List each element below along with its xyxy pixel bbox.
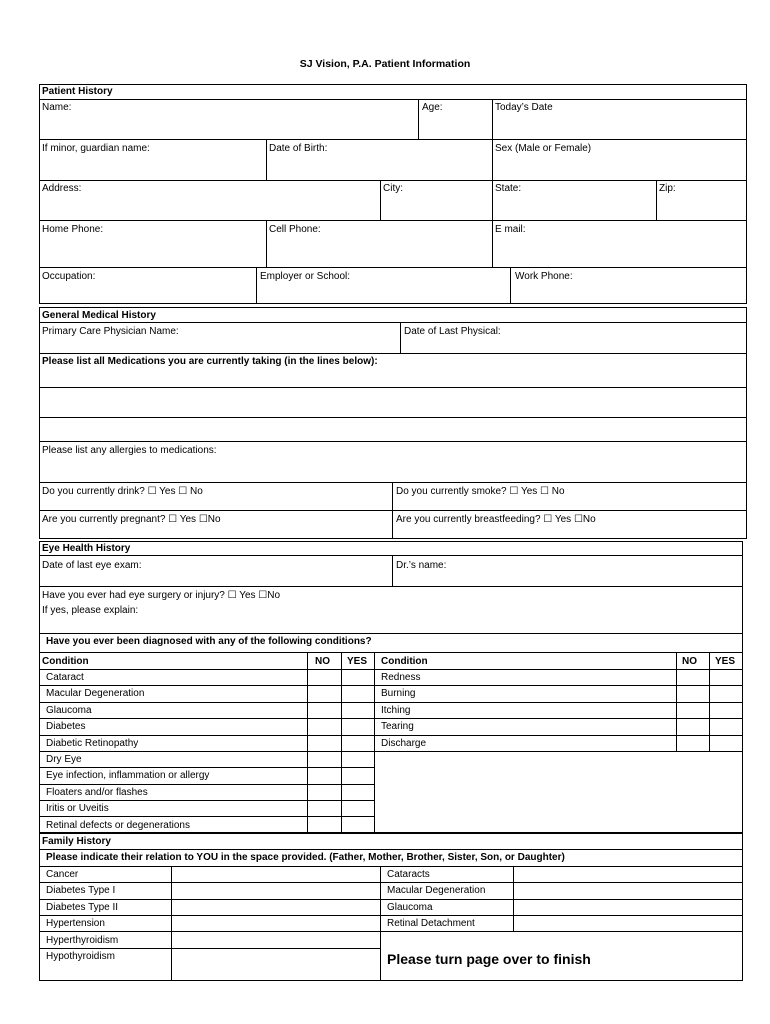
explain-field[interactable]: If yes, please explain: (42, 605, 139, 616)
family-instruction: Please indicate their relation to YOU in the space provided. (Father, Mother, Brother, Sister, Son, or Daughter) (46, 852, 565, 863)
pregnant-question[interactable]: Are you currently pregnant? ☐ Yes ☐No (42, 514, 221, 525)
zip-field[interactable]: Zip: (659, 183, 676, 194)
no-col-header-right: NO (682, 656, 697, 667)
no-col-header: NO (315, 656, 330, 667)
eye-health-header: Eye Health History (42, 543, 131, 554)
employer-field[interactable]: Employer or School: (260, 271, 351, 282)
family-history-header: Family History (42, 836, 111, 847)
state-field[interactable]: State: (495, 183, 522, 194)
condition-iritis: Iritis or Uveitis (46, 803, 109, 814)
todays-date-field[interactable]: Today’s Date (495, 102, 553, 113)
last-eye-exam-field[interactable]: Date of last eye exam: (42, 560, 142, 571)
name-field[interactable]: Name: (42, 102, 72, 113)
city-field[interactable]: City: (383, 183, 403, 194)
doctor-name-field[interactable]: Dr.’s name: (396, 560, 447, 571)
condition-macular-degeneration: Macular Degeneration (46, 688, 145, 699)
condition-eye-infection: Eye infection, inflammation or allergy (46, 770, 210, 781)
general-medical-header: General Medical History (42, 310, 156, 321)
eye-surgery-question[interactable]: Have you ever had eye surgery or injury? ☐ Yes ☐No (42, 590, 281, 601)
family-glaucoma: Glaucoma (387, 902, 433, 913)
work-phone-field[interactable]: Work Phone: (515, 271, 573, 282)
condition-col-header-right: Condition (381, 656, 428, 667)
condition-diabetes: Diabetes (46, 721, 86, 732)
yes-col-header: YES (347, 656, 368, 667)
family-cancer: Cancer (46, 869, 79, 880)
sex-field[interactable]: Sex (Male or Female) (495, 143, 592, 154)
family-retinal-detachment: Retinal Detachment (387, 918, 475, 929)
family-cataracts: Cataracts (387, 869, 430, 880)
diagnosed-question: Have you ever been diagnosed with any of the following conditions? (46, 636, 372, 647)
allergies-field[interactable]: Please list any allergies to medications: (42, 445, 217, 456)
condition-diabetic-retinopathy: Diabetic Retinopathy (46, 738, 139, 749)
condition-col-header: Condition (42, 656, 89, 667)
cell-phone-field[interactable]: Cell Phone: (269, 224, 321, 235)
condition-itching: Itching (381, 705, 411, 716)
patient-history-header: Patient History (42, 86, 113, 97)
condition-redness: Redness (381, 672, 421, 683)
drink-question[interactable]: Do you currently drink? ☐ Yes ☐ No (42, 486, 203, 497)
condition-dry-eye: Dry Eye (46, 754, 82, 765)
breastfeeding-question[interactable]: Are you currently breastfeeding? ☐ Yes ☐No (396, 514, 596, 525)
condition-retinal-defects: Retinal defects or degenerations (46, 820, 190, 831)
condition-floaters: Floaters and/or flashes (46, 787, 148, 798)
condition-burning: Burning (381, 688, 416, 699)
family-hypothyroidism: Hypothyroidism (46, 951, 115, 962)
yes-col-header-right: YES (715, 656, 736, 667)
turn-page-note: Please turn page over to finish (387, 951, 591, 967)
home-phone-field[interactable]: Home Phone: (42, 224, 104, 235)
family-macular-degeneration: Macular Degeneration (387, 885, 486, 896)
condition-glaucoma: Glaucoma (46, 705, 92, 716)
email-field[interactable]: E mail: (495, 224, 526, 235)
address-field[interactable]: Address: (42, 183, 82, 194)
physician-field[interactable]: Primary Care Physician Name: (42, 326, 179, 337)
age-field[interactable]: Age: (422, 102, 443, 113)
occupation-field[interactable]: Occupation: (42, 271, 96, 282)
family-hyperthyroidism: Hyperthyroidism (46, 935, 119, 946)
family-diabetes-type-2: Diabetes Type II (46, 902, 119, 913)
smoke-question[interactable]: Do you currently smoke? ☐ Yes ☐ No (396, 486, 565, 497)
medications-label: Please list all Medications you are currently taking (in the lines below): (42, 356, 378, 367)
family-diabetes-type-1: Diabetes Type I (46, 885, 116, 896)
guardian-name-field[interactable]: If minor, guardian name: (42, 143, 150, 154)
date-of-birth-field[interactable]: Date of Birth: (269, 143, 328, 154)
general-medical-section (39, 307, 747, 539)
family-hypertension: Hypertension (46, 918, 105, 929)
page-title: SJ Vision, P.A. Patient Information (299, 58, 471, 70)
condition-discharge: Discharge (381, 738, 427, 749)
last-physical-field[interactable]: Date of Last Physical: (404, 326, 501, 337)
condition-tearing: Tearing (381, 721, 414, 732)
condition-cataract: Cataract (46, 672, 84, 683)
